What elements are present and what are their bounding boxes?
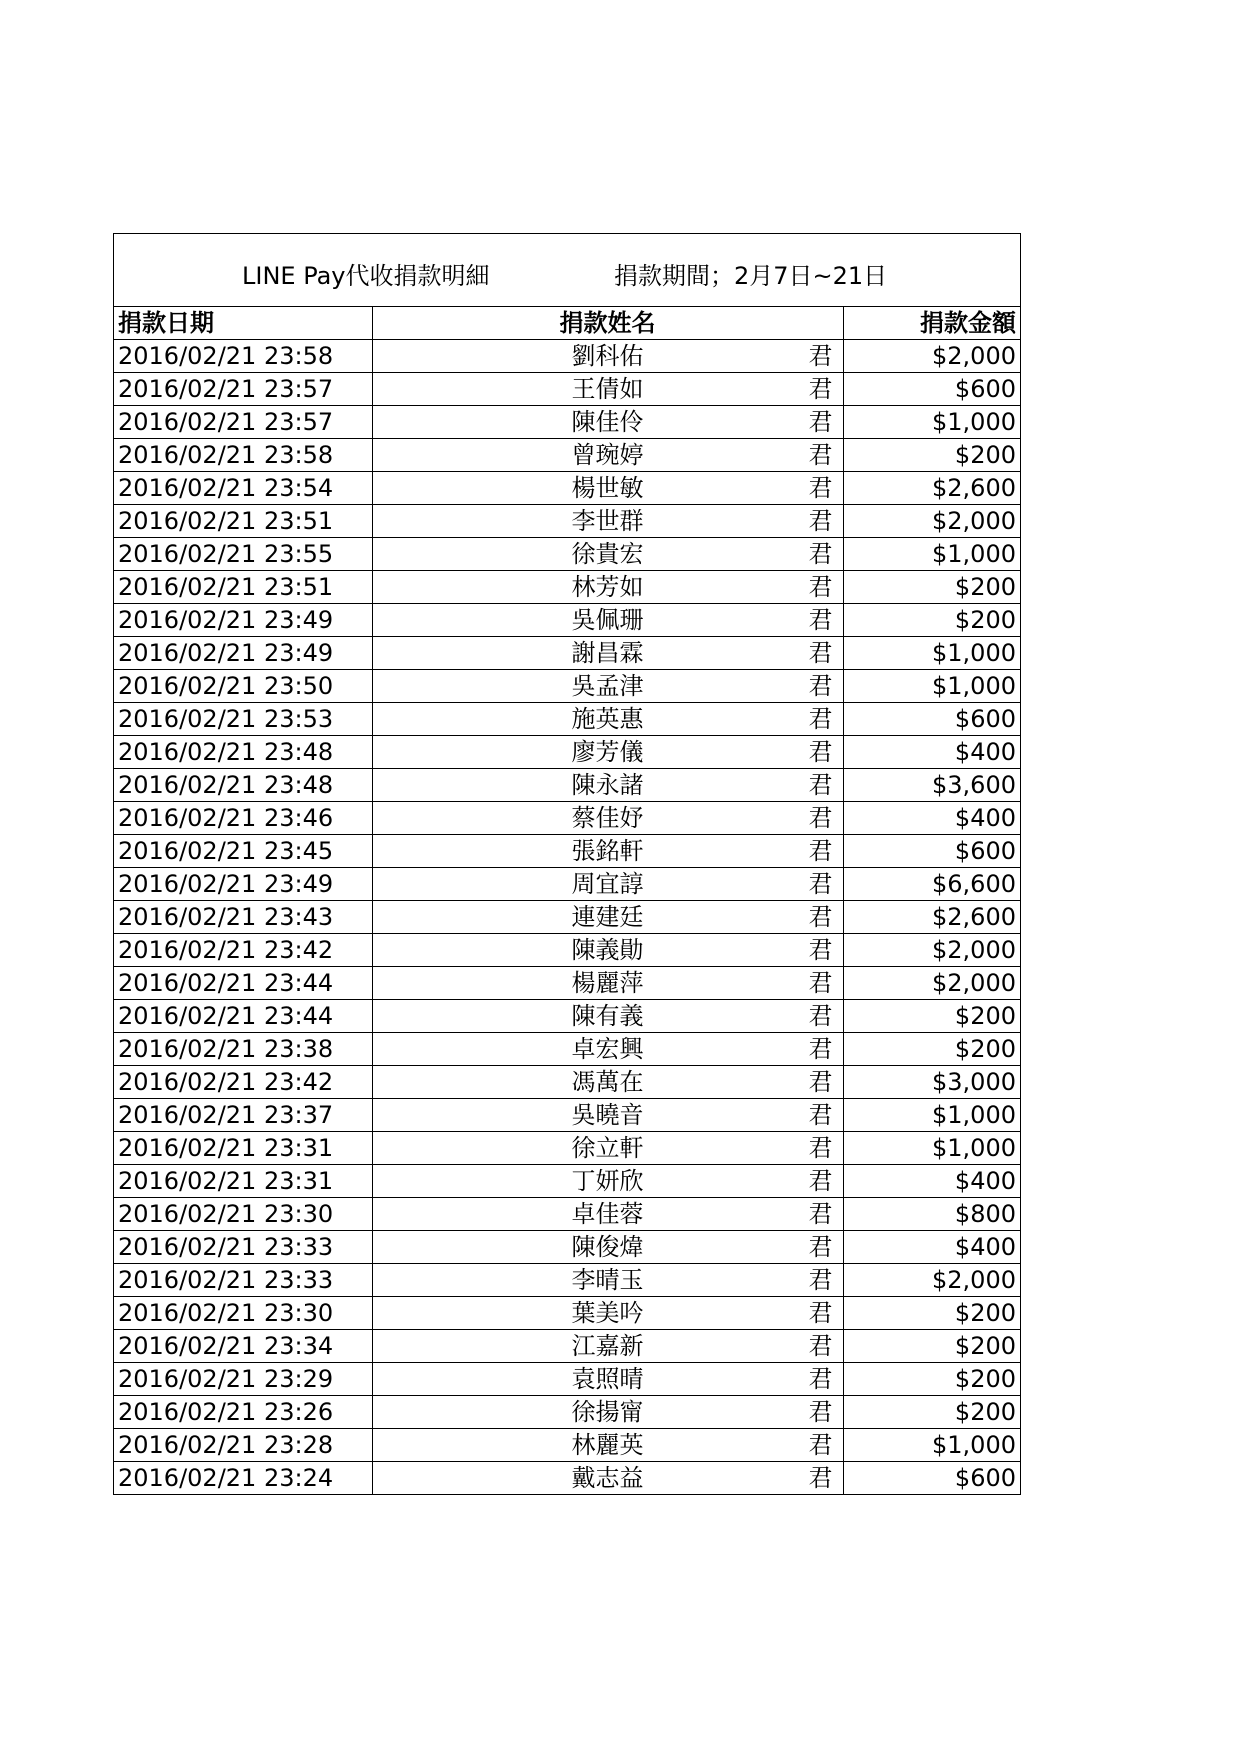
donation-date: 2016/02/21 23:58 [114,340,372,373]
donor-name-cell [372,505,843,538]
donor-name-cell [372,967,843,1000]
donation-amount: $2,600 [843,901,1020,934]
donation-date: 2016/02/21 23:53 [114,703,372,736]
donor-name-cell [372,1000,843,1033]
honorific-suffix: 君 [808,771,833,799]
donation-amount: $400 [843,802,1020,835]
donation-date: 2016/02/21 23:44 [114,967,372,1000]
donor-name: 吳孟津 [571,672,644,700]
donor-name: 戴志益 [571,1464,644,1492]
honorific-suffix: 君 [808,1398,833,1426]
donor-name-cell [372,538,843,571]
honorific-suffix: 君 [808,1464,833,1492]
donation-date: 2016/02/21 23:33 [114,1231,372,1264]
honorific-suffix: 君 [808,540,833,568]
donor-name-cell [372,1363,843,1396]
donation-amount: $2,000 [843,967,1020,1000]
donation-date: 2016/02/21 23:55 [114,538,372,571]
table-row [114,703,1020,736]
table-row [114,967,1020,1000]
honorific-suffix: 君 [808,507,833,535]
donation-date: 2016/02/21 23:49 [114,868,372,901]
donor-name: 廖芳儀 [571,738,644,766]
donation-date: 2016/02/21 23:51 [114,505,372,538]
donor-name-cell [372,703,843,736]
honorific-suffix: 君 [808,1068,833,1096]
donor-name: 施英惠 [571,705,644,733]
donor-name: 曾琬婷 [571,441,644,469]
donation-amount: $1,000 [843,1099,1020,1132]
table-row [114,1363,1020,1396]
donation-amount: $200 [843,571,1020,604]
table-row [114,1000,1020,1033]
donation-date: 2016/02/21 23:48 [114,736,372,769]
table-row [114,472,1020,505]
donation-amount: $200 [843,604,1020,637]
donor-name: 周宜諄 [571,870,644,898]
donor-name-cell [372,1429,843,1462]
donor-name-cell [372,1099,843,1132]
honorific-suffix: 君 [808,738,833,766]
donor-name-cell [372,934,843,967]
table-row [114,1132,1020,1165]
donor-name: 江嘉新 [571,1332,644,1360]
donation-date: 2016/02/21 23:31 [114,1132,372,1165]
donor-name-cell [372,868,843,901]
donor-name: 連建廷 [571,903,644,931]
donation-date: 2016/02/21 23:30 [114,1297,372,1330]
honorific-suffix: 君 [808,672,833,700]
donation-date: 2016/02/21 23:49 [114,604,372,637]
honorific-suffix: 君 [808,375,833,403]
honorific-suffix: 君 [808,969,833,997]
honorific-suffix: 君 [808,606,833,634]
table-row [114,1330,1020,1363]
donor-name-cell [372,571,843,604]
donor-name-cell [372,1033,843,1066]
donation-amount: $1,000 [843,637,1020,670]
donor-name-cell [372,340,843,373]
donation-date: 2016/02/21 23:38 [114,1033,372,1066]
donor-name: 李晴玉 [571,1266,644,1294]
table-row [114,1165,1020,1198]
header-row [114,307,1020,340]
donor-name-cell [372,439,843,472]
donation-amount: $400 [843,1165,1020,1198]
donor-name: 楊麗萍 [571,969,644,997]
honorific-suffix: 君 [808,639,833,667]
donor-name-cell [372,1198,843,1231]
honorific-suffix: 君 [808,1332,833,1360]
table-row [114,505,1020,538]
donor-name-cell [372,1396,843,1429]
table-row [114,769,1020,802]
donation-amount: $1,000 [843,1429,1020,1462]
donor-name: 徐揚甯 [571,1398,644,1426]
table-row [114,1033,1020,1066]
honorific-suffix: 君 [808,1167,833,1195]
donor-name: 葉美吟 [571,1299,644,1327]
table-row [114,439,1020,472]
honorific-suffix: 君 [808,441,833,469]
table-row [114,901,1020,934]
donation-date: 2016/02/21 23:42 [114,934,372,967]
header-amount: 捐款金額 [843,307,1020,340]
donor-name: 卓佳蓉 [571,1200,644,1228]
donation-date: 2016/02/21 23:37 [114,1099,372,1132]
donor-name: 徐立軒 [571,1134,644,1162]
donation-date: 2016/02/21 23:57 [114,406,372,439]
donation-amount: $2,000 [843,1264,1020,1297]
donation-amount: $2,000 [843,505,1020,538]
donor-name: 袁照晴 [571,1365,644,1393]
donation-amount: $400 [843,1231,1020,1264]
donor-name: 楊世敏 [571,474,644,502]
donation-amount: $600 [843,835,1020,868]
table-row [114,835,1020,868]
donor-name-cell [372,769,843,802]
donor-name-cell [372,373,843,406]
honorific-suffix: 君 [808,1035,833,1063]
donor-name: 王倩如 [571,375,644,403]
donor-name-cell [372,1330,843,1363]
table-row [114,1099,1020,1132]
donor-name: 陳永諸 [571,771,644,799]
donation-amount: $3,600 [843,769,1020,802]
donation-date: 2016/02/21 23:50 [114,670,372,703]
donation-date: 2016/02/21 23:31 [114,1165,372,1198]
donor-name: 吳佩珊 [571,606,644,634]
donation-date: 2016/02/21 23:49 [114,637,372,670]
honorific-suffix: 君 [808,408,833,436]
table-row [114,1231,1020,1264]
donor-name: 蔡佳妤 [571,804,644,832]
donation-amount: $200 [843,1330,1020,1363]
table-body [114,340,1020,1495]
donor-name: 吳曉音 [571,1101,644,1129]
donor-name: 丁妍欣 [571,1167,644,1195]
donation-date: 2016/02/21 23:44 [114,1000,372,1033]
donor-name-cell [372,1132,843,1165]
donation-amount: $200 [843,1363,1020,1396]
donor-name: 陳有義 [571,1002,644,1030]
honorific-suffix: 君 [808,1233,833,1261]
honorific-suffix: 君 [808,1365,833,1393]
donor-name-cell [372,1264,843,1297]
donation-date: 2016/02/21 23:58 [114,439,372,472]
donation-date: 2016/02/21 23:54 [114,472,372,505]
honorific-suffix: 君 [808,1002,833,1030]
donation-amount: $6,600 [843,868,1020,901]
donation-table [114,307,1020,1494]
donation-amount: $200 [843,1297,1020,1330]
donation-amount: $200 [843,1033,1020,1066]
header-name: 捐款姓名 [372,307,843,340]
donation-amount: $1,000 [843,1132,1020,1165]
donation-date: 2016/02/21 23:51 [114,571,372,604]
donation-date: 2016/02/21 23:48 [114,769,372,802]
donation-amount: $600 [954,1464,1016,1492]
table-row [114,373,1020,406]
donation-amount: $200 [843,1396,1020,1429]
table-row [114,571,1020,604]
honorific-suffix: 君 [808,1200,833,1228]
table-row [114,1396,1020,1429]
donor-name-cell [372,736,843,769]
header-date: 捐款日期 [114,307,372,340]
donation-amount: $800 [843,1198,1020,1231]
donation-date: 2016/02/21 23:57 [114,373,372,406]
donation-sheet [113,233,1021,1495]
table-row [114,868,1020,901]
donation-amount: $3,000 [843,1066,1020,1099]
honorific-suffix: 君 [808,1299,833,1327]
table-row [114,1297,1020,1330]
donation-amount: $2,000 [843,934,1020,967]
donor-name: 陳佳伶 [571,408,644,436]
donor-name-cell [372,802,843,835]
honorific-suffix: 君 [808,705,833,733]
honorific-suffix: 君 [808,1101,833,1129]
donation-date: 2016/02/21 23:28 [114,1429,372,1462]
donation-date: 2016/02/21 23:42 [114,1066,372,1099]
donation-amount: $1,000 [843,406,1020,439]
table-row [114,736,1020,769]
donation-amount: $600 [843,703,1020,736]
donation-date: 2016/02/21 23:43 [114,901,372,934]
honorific-suffix: 君 [808,1431,833,1459]
donation-date: 2016/02/21 23:46 [114,802,372,835]
table-row [114,1066,1020,1099]
honorific-suffix: 君 [808,837,833,865]
donation-date: 2016/02/21 23:34 [114,1330,372,1363]
donor-name: 劉科佑 [571,342,644,370]
donation-amount: $400 [843,736,1020,769]
honorific-suffix: 君 [808,804,833,832]
donor-name: 李世群 [571,507,644,535]
honorific-suffix: 君 [808,474,833,502]
donor-name-cell [372,1462,843,1495]
donor-name-cell [372,637,843,670]
donor-name: 林芳如 [571,573,644,601]
table-row [114,1198,1020,1231]
donation-date: 2016/02/21 23:33 [114,1264,372,1297]
table-row [114,1264,1020,1297]
donation-date: 2016/02/21 23:45 [114,835,372,868]
donor-name-cell [372,472,843,505]
table-row [114,802,1020,835]
donation-period: 捐款期間；2月7日~21日 [614,262,888,290]
donor-name-cell [372,835,843,868]
donor-name: 徐貴宏 [571,540,644,568]
donation-amount: $1,000 [843,538,1020,571]
donation-amount: $2,000 [843,340,1020,373]
honorific-suffix: 君 [808,1266,833,1294]
donation-amount: $200 [843,1000,1020,1033]
donor-name-cell [372,604,843,637]
honorific-suffix: 君 [808,870,833,898]
donor-name: 馮萬在 [571,1068,644,1096]
donation-amount: $1,000 [843,670,1020,703]
honorific-suffix: 君 [808,342,833,370]
donor-name-cell [372,406,843,439]
donor-name-cell [372,1165,843,1198]
honorific-suffix: 君 [808,573,833,601]
donor-name: 林麗英 [571,1431,644,1459]
donation-date: 2016/02/21 23:24 [114,1462,372,1495]
honorific-suffix: 君 [808,1134,833,1162]
sheet-title: LINE Pay代收捐款明細 [242,262,490,290]
table-row [114,604,1020,637]
honorific-suffix: 君 [808,936,833,964]
donor-name: 陳義勛 [571,936,644,964]
donation-date: 2016/02/21 23:26 [114,1396,372,1429]
donation-amount: $600 [843,373,1020,406]
donor-name-cell [372,901,843,934]
table-row [114,1462,1020,1495]
donation-date: 2016/02/21 23:30 [114,1198,372,1231]
table-row [114,1429,1020,1462]
table-row [114,934,1020,967]
donor-name: 陳俊煒 [571,1233,644,1261]
table-row [114,637,1020,670]
donor-name-cell [372,1297,843,1330]
table-row [114,340,1020,373]
donation-date: 2016/02/21 23:29 [114,1363,372,1396]
title-row [114,234,1020,307]
donor-name: 謝昌霖 [571,639,644,667]
donation-amount: $2,600 [843,472,1020,505]
table-row [114,670,1020,703]
honorific-suffix: 君 [808,903,833,931]
donor-name-cell [372,1066,843,1099]
donation-amount: $200 [843,439,1020,472]
donor-name-cell [372,670,843,703]
donor-name: 卓宏興 [571,1035,644,1063]
donor-name: 張銘軒 [571,837,644,865]
donor-name-cell [372,1231,843,1264]
table-row [114,538,1020,571]
table-row [114,406,1020,439]
